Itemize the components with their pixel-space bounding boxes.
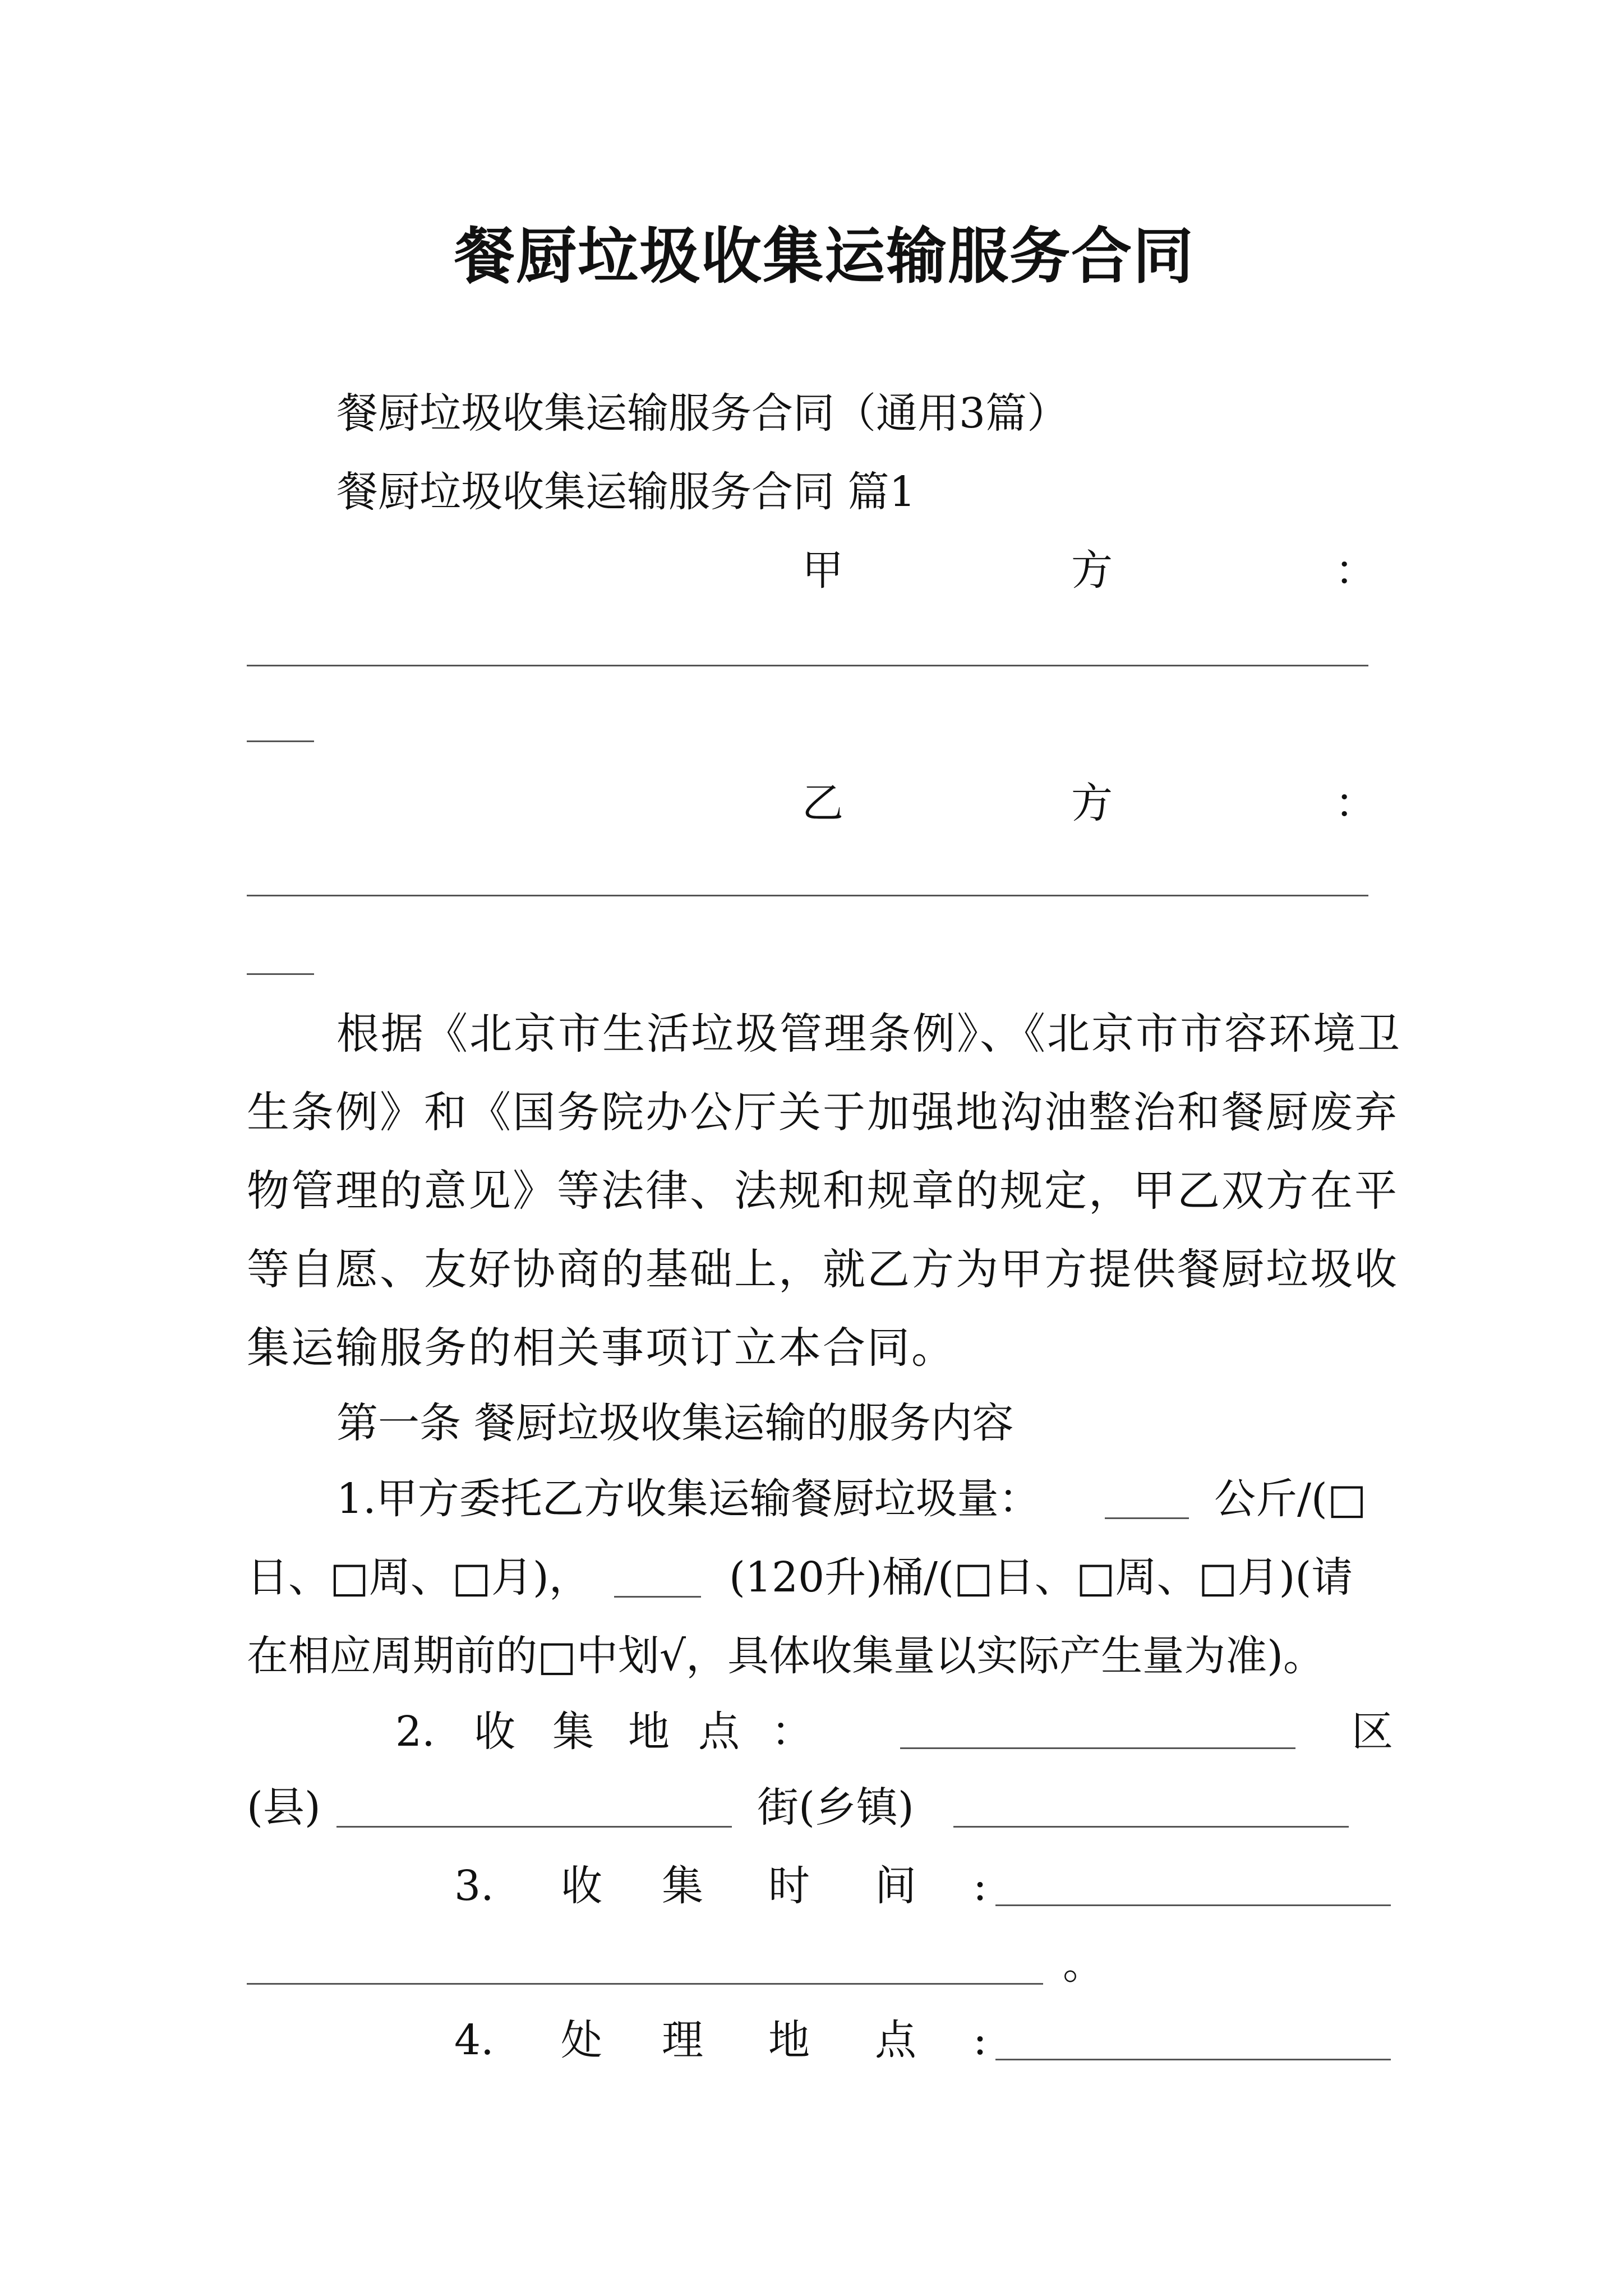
item2-char-1: 收 (474, 1708, 515, 1756)
intro-line-3: 物管理的意见》等法律、法规和规章的规定，甲乙双方在平 (247, 1166, 1399, 1216)
item4-char-1: 处 (561, 2016, 602, 2064)
item3-char-3: 时 (768, 1862, 810, 1910)
party-b-fill-line (247, 895, 1368, 896)
item4-char-2: 理 (662, 2016, 703, 2064)
party-a-colon: ： (1335, 546, 1376, 595)
party-b-label-char1: 乙 (802, 779, 843, 827)
item4-colon: : (973, 2016, 987, 2064)
party-a-fill-line (247, 665, 1368, 666)
item2-street-label: 街(乡镇) (757, 1783, 914, 1832)
item3-char-4: 间 (875, 1862, 916, 1910)
party-b-colon: ： (1335, 779, 1376, 827)
intro-line-2: 生条例》和《国务院办公厅关于加强地沟油整治和餐厨废弃 (247, 1087, 1399, 1137)
item3-colon: : (973, 1862, 987, 1910)
party-b-fill-line-tail (247, 973, 314, 975)
item4-char-4: 点 (875, 2016, 916, 2064)
item2-number: 2. (395, 1708, 435, 1756)
item1-line2-b: (120升)桶/(□日、□周、□月)(请 (729, 1553, 1353, 1602)
party-a-label-char2: 方 (1071, 546, 1113, 595)
party-a-fill-line-tail (247, 740, 314, 742)
item3-time-blank-line2 (247, 1983, 1043, 1985)
item2-char-5: ： (771, 1708, 813, 1756)
item4-char-3: 地 (768, 2016, 810, 2064)
intro-line-5: 集运输服务的相关事项订立本合同。 (247, 1323, 956, 1373)
item3-time-blank (995, 1904, 1391, 1906)
item1-quantity-blank (1105, 1517, 1189, 1519)
item3-char-1: 收 (561, 1862, 602, 1910)
party-b-label-char2: 方 (1071, 779, 1113, 827)
item2-district-blank (900, 1747, 1295, 1749)
item1-bucket-blank (614, 1596, 701, 1598)
party-a-label-char1: 甲 (802, 546, 843, 595)
item3-char-2: 集 (662, 1862, 703, 1910)
article1-heading: 第一条 餐厨垃圾收集运输的服务内容 (336, 1399, 1014, 1447)
item2-char-2: 集 (552, 1708, 594, 1756)
item2-street-blank (953, 1826, 1349, 1828)
document-subtitle: 餐厨垃圾收集运输服务合同（通用3篇） (336, 389, 1069, 438)
intro-line-1: 根据《北京市生活垃圾管理条例》、《北京市市容环境卫 (336, 1009, 1401, 1059)
item1-line1-text: 1.甲方委托乙方收集运输餐厨垃圾量： (336, 1475, 1040, 1523)
intro-line-4: 等自愿、友好协商的基础上，就乙方为甲方提供餐厨垃圾收 (247, 1244, 1399, 1294)
item1-line1-unit: 公斤/(□ (1214, 1475, 1367, 1523)
item3-number: 3. (454, 1862, 494, 1910)
document-title: 餐厨垃圾收集运输服务合同 (454, 221, 1195, 292)
item2-char-3: 地 (628, 1708, 670, 1756)
item2-county-blank (336, 1826, 732, 1828)
item2-county-label: (县) (247, 1783, 321, 1832)
item4-location-blank (995, 2059, 1391, 2060)
section-heading: 餐厨垃圾收集运输服务合同 篇1 (336, 468, 916, 516)
item2-char-4: 点 (698, 1708, 740, 1756)
item2-district-label: 区 (1352, 1708, 1393, 1756)
item1-line3: 在相应周期前的□中划√，具体收集量以实际产生量为准)。 (247, 1632, 1325, 1680)
item1-line2-a: 日、□周、□月)， (247, 1553, 591, 1602)
item4-number: 4. (454, 2016, 494, 2064)
item3-end-period: 。 (1063, 1940, 1104, 1989)
